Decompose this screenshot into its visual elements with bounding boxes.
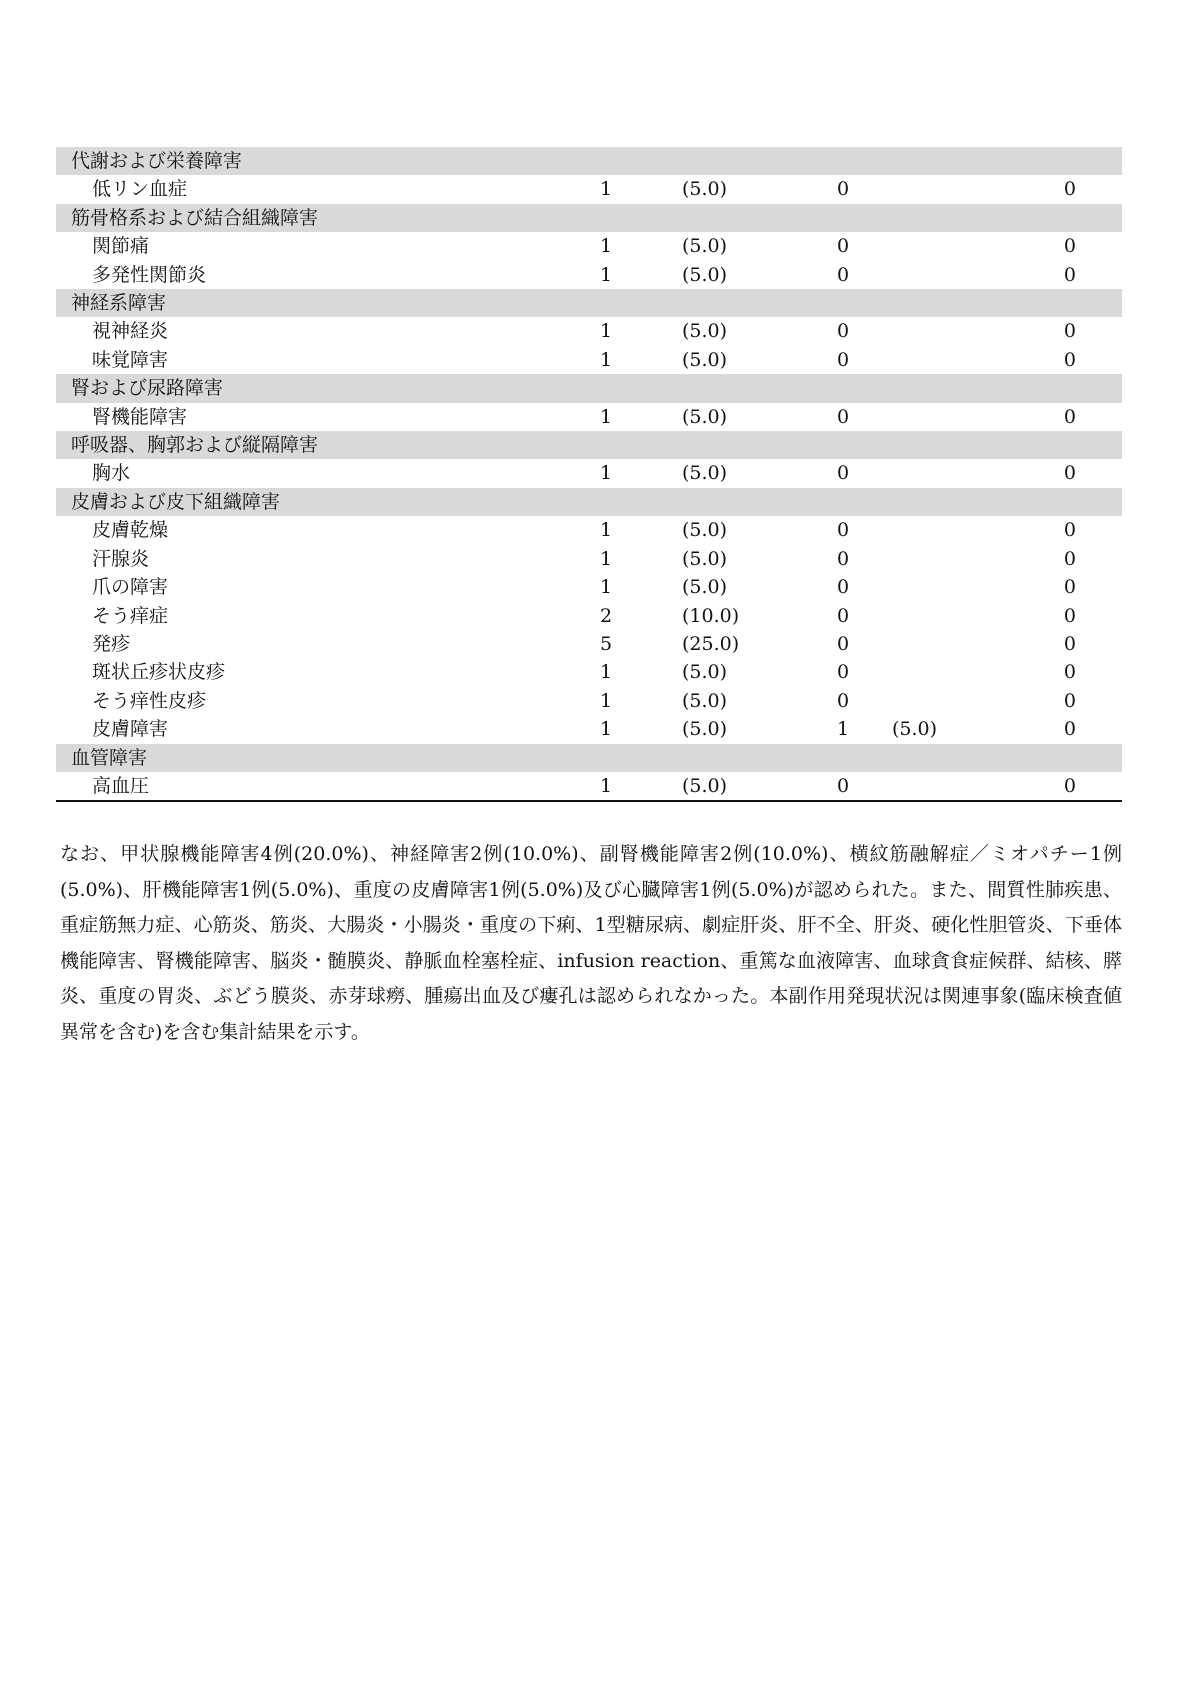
table-row <box>56 459 1122 487</box>
all-grade-count-cell: 1 <box>599 547 613 570</box>
category-row <box>56 289 1122 317</box>
category-row <box>56 431 1122 459</box>
all-grade-percent-cell: (10.0) <box>682 604 740 627</box>
grade5-count-cell: 0 <box>1063 320 1077 343</box>
table-row <box>56 573 1122 601</box>
table-row <box>56 630 1122 658</box>
category-label: 腎および尿路障害 <box>56 374 1122 402</box>
all-grade-percent-cell: (25.0) <box>682 632 740 655</box>
all-grade-percent-cell: (5.0) <box>682 178 728 201</box>
category-label: 筋骨格系および結合組織障害 <box>56 204 1122 232</box>
table-row <box>56 261 1122 289</box>
footnote-paragraph: なお、甲状腺機能障害4例(20.0%)、神経障害2例(10.0%)、副腎機能障害2例(10.0%)、横紋筋融解症／ミオパチー1例(5.0%)、肝機能障害1例(5.0%)、重度の皮膚障害1例(5.0%)及び心臓障害1例(5.0%)が認められた。また、間質性肺疾患、重症筋無力症、心筋炎、筋炎、大腸炎・小腸炎・重度の下痢、1型糖尿病、劇症肝炎、肝不全、肝炎、硬化性胆管炎、下垂体機能障害、腎機能障害、脳炎・髄膜炎、静脈血栓塞栓症、infusion reaction、重篤な血液障害、血球貪食症候群、結核、膵炎、重度の胃炎、ぶどう膜炎、赤芽球癆、腫瘍出血及び瘻孔は認められなかった。本副作用発現状況は関連事象(臨床検査値異常を含む)を含む集計結果を示す。 <box>60 843 1122 1043</box>
grade3-4-percent-cell <box>864 545 962 573</box>
all-grade-percent-cell: (5.0) <box>682 774 728 797</box>
adverse-reaction-table-section <box>56 147 1122 802</box>
event-name-cell: 味覚障害 <box>92 348 169 371</box>
grade3-4-count-cell: 0 <box>837 320 850 343</box>
grade3-4-percent-cell <box>864 403 962 431</box>
category-row <box>56 374 1122 402</box>
grade5-count-cell: 0 <box>1063 718 1077 741</box>
grade3-4-percent-cell <box>864 658 962 686</box>
grade3-4-percent-cell <box>864 516 962 544</box>
grade3-4-percent-cell <box>864 772 962 801</box>
grade3-4-count-cell: 1 <box>837 718 850 741</box>
all-grade-count-cell: 2 <box>599 604 613 627</box>
grade5-count-cell: 0 <box>1063 462 1077 485</box>
grade5-count-cell: 0 <box>1063 178 1077 201</box>
table-row <box>56 232 1122 260</box>
grade5-count-cell: 0 <box>1063 774 1077 797</box>
all-grade-percent-cell: (5.0) <box>682 689 728 712</box>
event-name-cell: 視神経炎 <box>92 320 169 343</box>
grade3-4-percent-cell: (5.0) <box>892 718 938 741</box>
all-grade-percent-cell: (5.0) <box>682 718 728 741</box>
all-grade-percent-cell: (5.0) <box>682 263 728 286</box>
event-name-cell: 多発性関節炎 <box>92 263 207 286</box>
grade3-4-count-cell: 0 <box>837 632 850 655</box>
grade3-4-percent-cell <box>864 317 962 345</box>
all-grade-percent-cell: (5.0) <box>682 661 728 684</box>
grade3-4-count-cell: 0 <box>837 519 850 542</box>
all-grade-percent-cell: (5.0) <box>682 320 728 343</box>
category-label: 皮膚および皮下組織障害 <box>56 488 1122 516</box>
table-row <box>56 772 1122 801</box>
grade5-count-cell: 0 <box>1063 519 1077 542</box>
grade5-count-cell: 0 <box>1063 547 1077 570</box>
grade5-count-cell: 0 <box>1063 348 1077 371</box>
all-grade-count-cell: 1 <box>599 462 613 485</box>
all-grade-percent-cell: (5.0) <box>682 576 728 599</box>
grade3-4-count-cell: 0 <box>837 405 850 428</box>
category-label: 代謝および栄養障害 <box>56 147 1122 175</box>
grade3-4-count-cell: 0 <box>837 661 850 684</box>
grade3-4-count-cell: 0 <box>837 462 850 485</box>
grade3-4-percent-cell <box>864 261 962 289</box>
grade5-count-cell: 0 <box>1063 263 1077 286</box>
all-grade-percent-cell: (5.0) <box>682 462 728 485</box>
grade5-count-cell: 0 <box>1063 604 1077 627</box>
table-row <box>56 602 1122 630</box>
all-grade-percent-cell: (5.0) <box>682 405 728 428</box>
category-label: 神経系障害 <box>56 289 1122 317</box>
grade3-4-count-cell: 0 <box>837 263 850 286</box>
event-name-cell: 皮膚乾燥 <box>92 519 169 542</box>
event-name-cell: 胸水 <box>92 462 131 485</box>
table-row <box>56 658 1122 686</box>
grade3-4-percent-cell <box>864 175 962 203</box>
grade5-count-cell: 0 <box>1063 405 1077 428</box>
all-grade-count-cell: 1 <box>599 519 613 542</box>
all-grade-count-cell: 1 <box>599 405 613 428</box>
category-label: 血管障害 <box>56 744 1122 772</box>
category-row <box>56 488 1122 516</box>
all-grade-count-cell: 1 <box>599 263 613 286</box>
event-name-cell: 爪の障害 <box>92 576 169 599</box>
event-name-cell: 斑状丘疹状皮疹 <box>92 661 226 684</box>
grade3-4-percent-cell <box>864 459 962 487</box>
table-row <box>56 175 1122 203</box>
table-row <box>56 346 1122 374</box>
grade3-4-percent-cell <box>864 573 962 601</box>
grade3-4-percent-cell <box>864 630 962 658</box>
all-grade-count-cell: 1 <box>599 689 613 712</box>
grade3-4-count-cell: 0 <box>837 547 850 570</box>
grade3-4-percent-cell <box>864 346 962 374</box>
table-row <box>56 516 1122 544</box>
all-grade-count-cell: 1 <box>599 348 613 371</box>
event-name-cell: 腎機能障害 <box>92 405 188 428</box>
grade3-4-count-cell: 0 <box>837 348 850 371</box>
all-grade-count-cell: 1 <box>599 178 613 201</box>
adverse-reaction-table <box>56 147 1122 802</box>
category-row <box>56 204 1122 232</box>
category-row <box>56 744 1122 772</box>
grade3-4-percent-cell <box>864 687 962 715</box>
event-name-cell: 高血圧 <box>92 774 150 797</box>
all-grade-count-cell: 1 <box>599 718 613 741</box>
grade5-count-cell: 0 <box>1063 661 1077 684</box>
grade3-4-percent-cell <box>864 602 962 630</box>
grade5-count-cell: 0 <box>1063 689 1077 712</box>
grade3-4-count-cell: 0 <box>837 689 850 712</box>
grade3-4-count-cell: 0 <box>837 178 850 201</box>
category-label: 呼吸器、胸郭および縦隔障害 <box>56 431 1122 459</box>
event-name-cell: 関節痛 <box>92 235 150 258</box>
all-grade-count-cell: 1 <box>599 320 613 343</box>
all-grade-count-cell: 1 <box>599 235 613 258</box>
category-row <box>56 147 1122 175</box>
all-grade-count-cell: 5 <box>599 632 613 655</box>
grade5-count-cell: 0 <box>1063 235 1077 258</box>
table-row <box>56 403 1122 431</box>
all-grade-count-cell: 1 <box>599 774 613 797</box>
event-name-cell: 発疹 <box>92 632 131 655</box>
event-name-cell: 低リン血症 <box>92 178 188 201</box>
event-name-cell: 汗腺炎 <box>92 547 150 570</box>
table-row <box>56 317 1122 345</box>
event-name-cell: 皮膚障害 <box>92 718 169 741</box>
all-grade-percent-cell: (5.0) <box>682 235 728 258</box>
all-grade-percent-cell: (5.0) <box>682 547 728 570</box>
grade3-4-count-cell: 0 <box>837 235 850 258</box>
grade3-4-percent-cell <box>864 232 962 260</box>
all-grade-percent-cell: (5.0) <box>682 348 728 371</box>
grade3-4-count-cell: 0 <box>837 604 850 627</box>
grade3-4-count-cell: 0 <box>837 576 850 599</box>
table-row <box>56 687 1122 715</box>
table-row <box>56 715 1122 743</box>
table-body <box>56 147 1122 801</box>
event-name-cell: そう痒性皮疹 <box>92 689 207 712</box>
grade5-count-cell: 0 <box>1063 632 1077 655</box>
all-grade-count-cell: 1 <box>599 661 613 684</box>
grade3-4-count-cell: 0 <box>837 774 850 797</box>
all-grade-count-cell: 1 <box>599 576 613 599</box>
table-row <box>56 545 1122 573</box>
event-name-cell: そう痒症 <box>92 604 169 627</box>
all-grade-percent-cell: (5.0) <box>682 519 728 542</box>
grade5-count-cell: 0 <box>1063 576 1077 599</box>
